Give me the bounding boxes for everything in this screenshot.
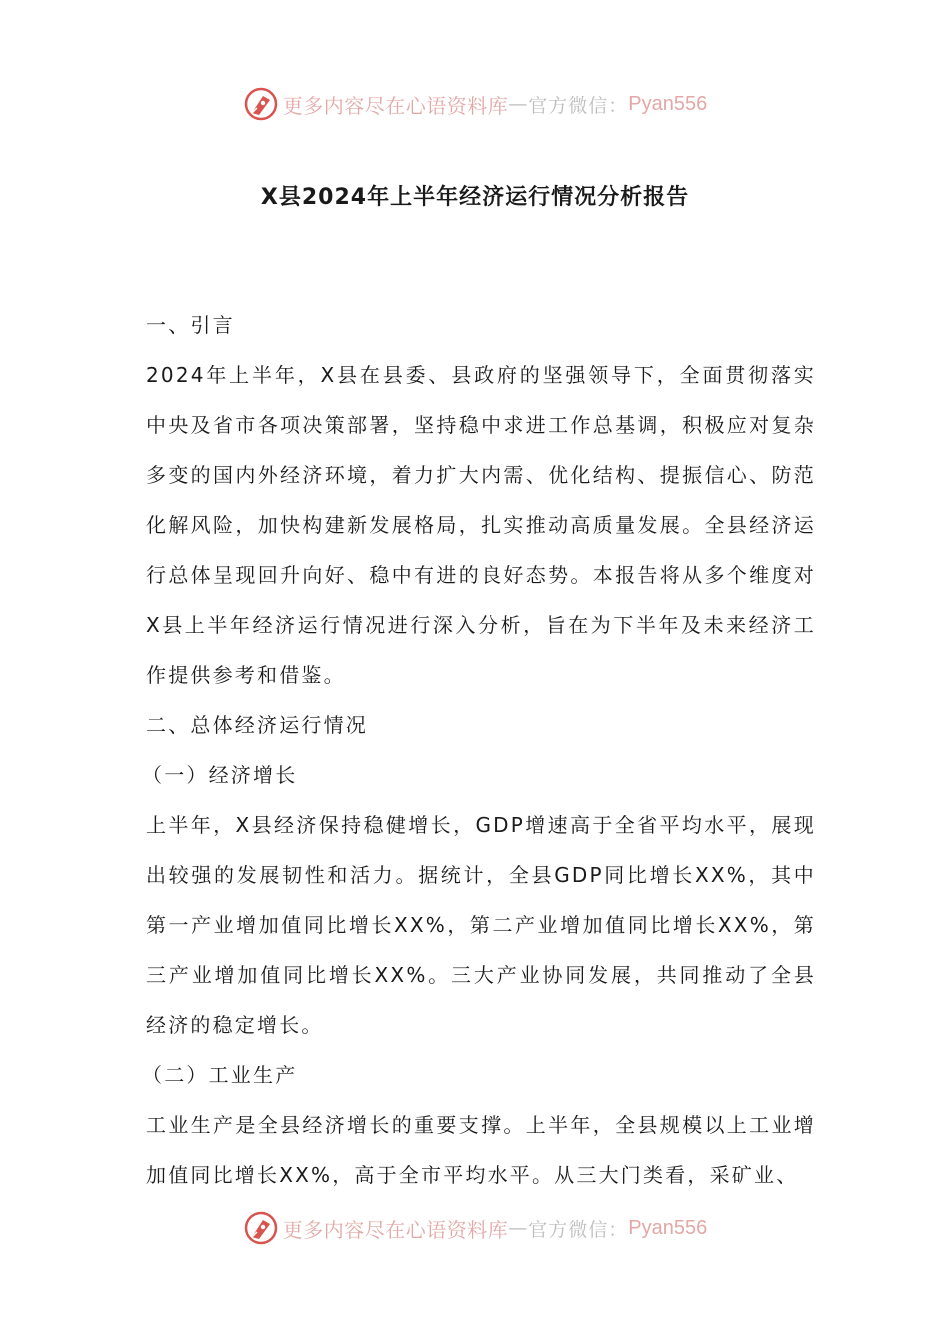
pen-nib-logo-icon bbox=[243, 86, 279, 122]
banner-dash: — bbox=[508, 1217, 529, 1239]
banner-wechat-id: Pyan556 bbox=[628, 1216, 708, 1239]
section-heading-overall: 二、总体经济运行情况 bbox=[146, 713, 368, 737]
banner-wechat-label: 官方微信： bbox=[528, 94, 629, 117]
pen-nib-logo-icon bbox=[243, 1210, 279, 1246]
banner-dash: — bbox=[508, 93, 529, 115]
header-banner bbox=[0, 82, 950, 126]
banner-wechat-id: Pyan556 bbox=[628, 92, 708, 115]
footer-banner bbox=[0, 1206, 950, 1250]
paragraph-industry: 工业生产是全县经济增长的重要支撑。上半年，全县规模以上工业增加值同比增长XX%，高于全市平均水平。从三大门类看，采矿业、 bbox=[146, 1113, 816, 1187]
paragraph-intro: 2024年上半年，X县在县委、县政府的坚强领导下，全面贯彻落实中央及省市各项决策部署，坚持稳中求进工作总基调，积极应对复杂多变的国内外经济环境，着力扩大内需、优化结构、提振信心、防范化解风险，加快构建新发展格局，扎实推动高质量发展。全县经济运行总体呈现回升向好、稳中有进的良好态势。本报告将从多个维度对X县上半年经济运行情况进行深入分析，旨在为下半年及未来经济工作提供参考和借鉴。 bbox=[146, 363, 816, 687]
subsection-heading-growth: （一）经济增长 bbox=[142, 763, 298, 787]
document-title: X县2024年上半年经济运行情况分析报告 bbox=[260, 185, 690, 210]
section-heading-intro: 一、引言 bbox=[146, 313, 235, 337]
paragraph-growth: 上半年，X县经济保持稳健增长，GDP增速高于全省平均水平，展现出较强的发展韧性和活力。据统计，全县GDP同比增长XX%，其中第一产业增加值同比增长XX%，第二产业增加值同比增长XX%，第三产业增加值同比增长XX%。三大产业协同发展，共同推动了全县经济的稳定增长。 bbox=[146, 813, 816, 1037]
banner-text: 更多内容尽在心语资料库 bbox=[282, 93, 509, 118]
subsection-heading-industry: （二）工业生产 bbox=[142, 1063, 298, 1087]
banner-text: 更多内容尽在心语资料库 bbox=[282, 1217, 509, 1242]
banner-wechat-label: 官方微信： bbox=[528, 1218, 629, 1241]
document-body bbox=[142, 300, 816, 1200]
